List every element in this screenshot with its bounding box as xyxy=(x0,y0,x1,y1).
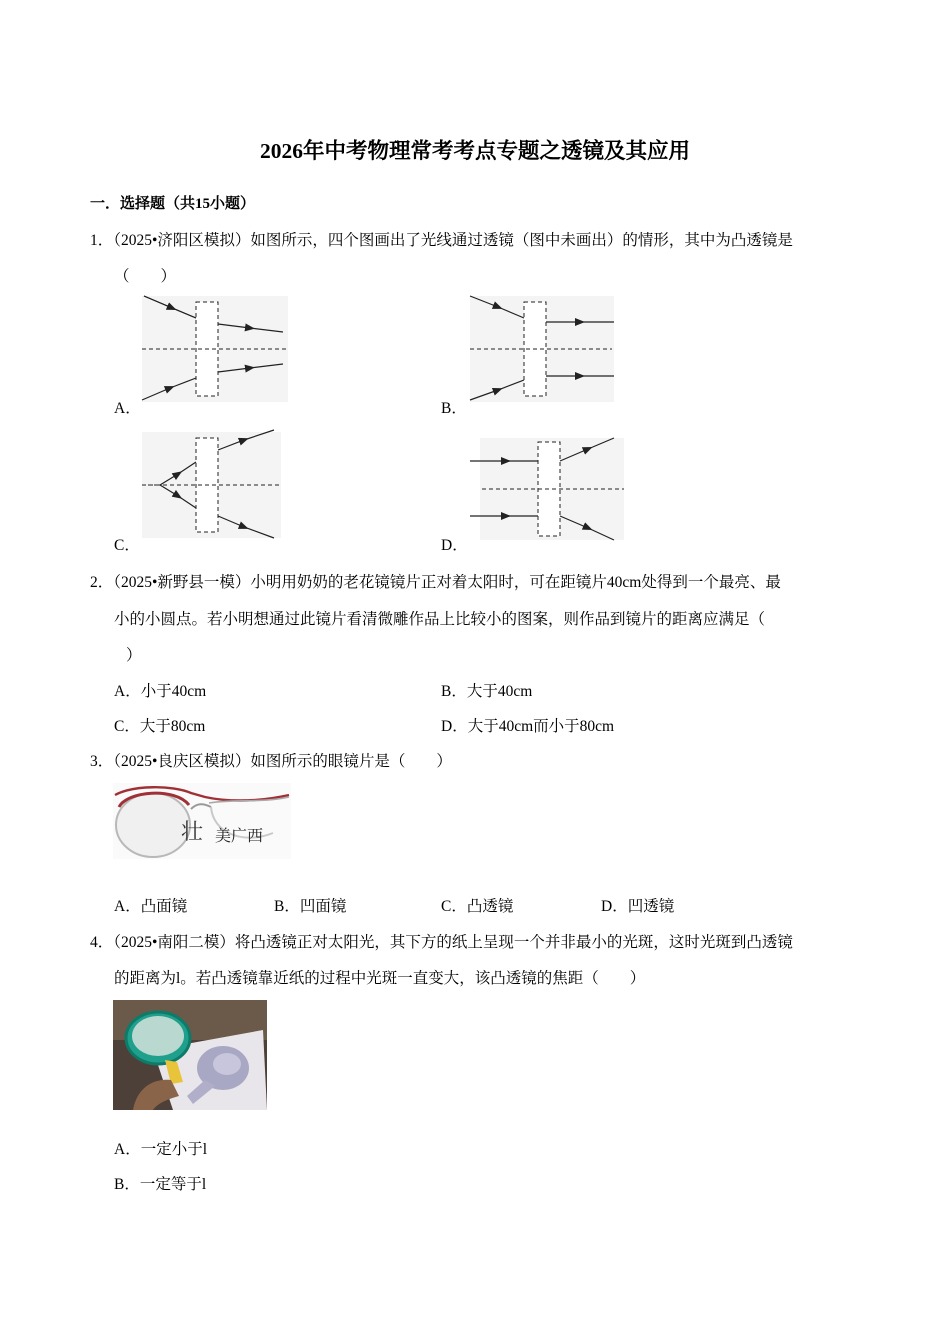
photo-text-guangxi: 美广西 xyxy=(215,826,264,845)
q3-option-d: D．凹透镜 xyxy=(601,898,675,915)
q1-blank: （ ） xyxy=(114,268,177,285)
q2-option-d: D．大于40cm而小于80cm xyxy=(441,718,615,735)
glasses-photo xyxy=(113,783,291,859)
section-heading: 一．选择题（共15小题） xyxy=(90,196,256,212)
page-title: 2026年中考物理常考考点专题之透镜及其应用 xyxy=(259,139,690,163)
photo-text-zhuang: 壮 xyxy=(181,820,204,845)
q1-label-d: D． xyxy=(441,537,468,554)
q2-stem-line1: 2．（2025•新野县一模）小明用奶奶的老花镜镜片正对着太阳时，可在距镜片40cm处得到一个最亮、最 xyxy=(90,574,781,591)
q2-option-a: A．小于40cm xyxy=(114,683,207,700)
q2-stem-line3: ） xyxy=(126,647,142,664)
q1-diagram-a xyxy=(138,292,288,404)
q3-stem: 3．（2025•良庆区模拟）如图所示的眼镜片是（ ） xyxy=(90,753,452,770)
q2-option-b: B．大于40cm xyxy=(441,683,533,700)
q1-diagram-d xyxy=(466,432,626,542)
q1-diagram-b xyxy=(466,292,618,404)
q1-stem: 1．（2025•济阳区模拟）如图所示，四个图画出了光线通过透镜（图中未画出）的情形，其中为凸透镜是 xyxy=(90,232,793,249)
q4-stem-line2: 的距离为l。若凸透镜靠近纸的过程中光斑一直变大，该凸透镜的焦距（ ） xyxy=(114,970,646,987)
q4-option-b: B．一定等于l xyxy=(114,1176,207,1193)
q3-option-c: C．凸透镜 xyxy=(441,898,514,915)
q2-stem-line2: 小的小圆点。若小明想通过此镜片看清微雕作品上比较小的图案，则作品到镜片的距离应满足（ xyxy=(114,611,766,628)
q4-stem-line1: 4．（2025•南阳二模）将凸透镜正对太阳光，其下方的纸上呈现一个并非最小的光斑，这时光斑到凸透镜 xyxy=(90,934,793,951)
magnifier-photo xyxy=(113,1000,267,1110)
q4-option-a: A．一定小于l xyxy=(114,1141,208,1158)
q1-label-a: A． xyxy=(114,400,141,417)
q1-diagram-c xyxy=(138,428,283,540)
q3-option-a: A．凸面镜 xyxy=(114,898,188,915)
q1-label-c: C． xyxy=(114,537,140,554)
q1-label-b: B． xyxy=(441,400,467,417)
q3-option-b: B．凹面镜 xyxy=(274,898,347,915)
q2-option-c: C．大于80cm xyxy=(114,718,206,735)
